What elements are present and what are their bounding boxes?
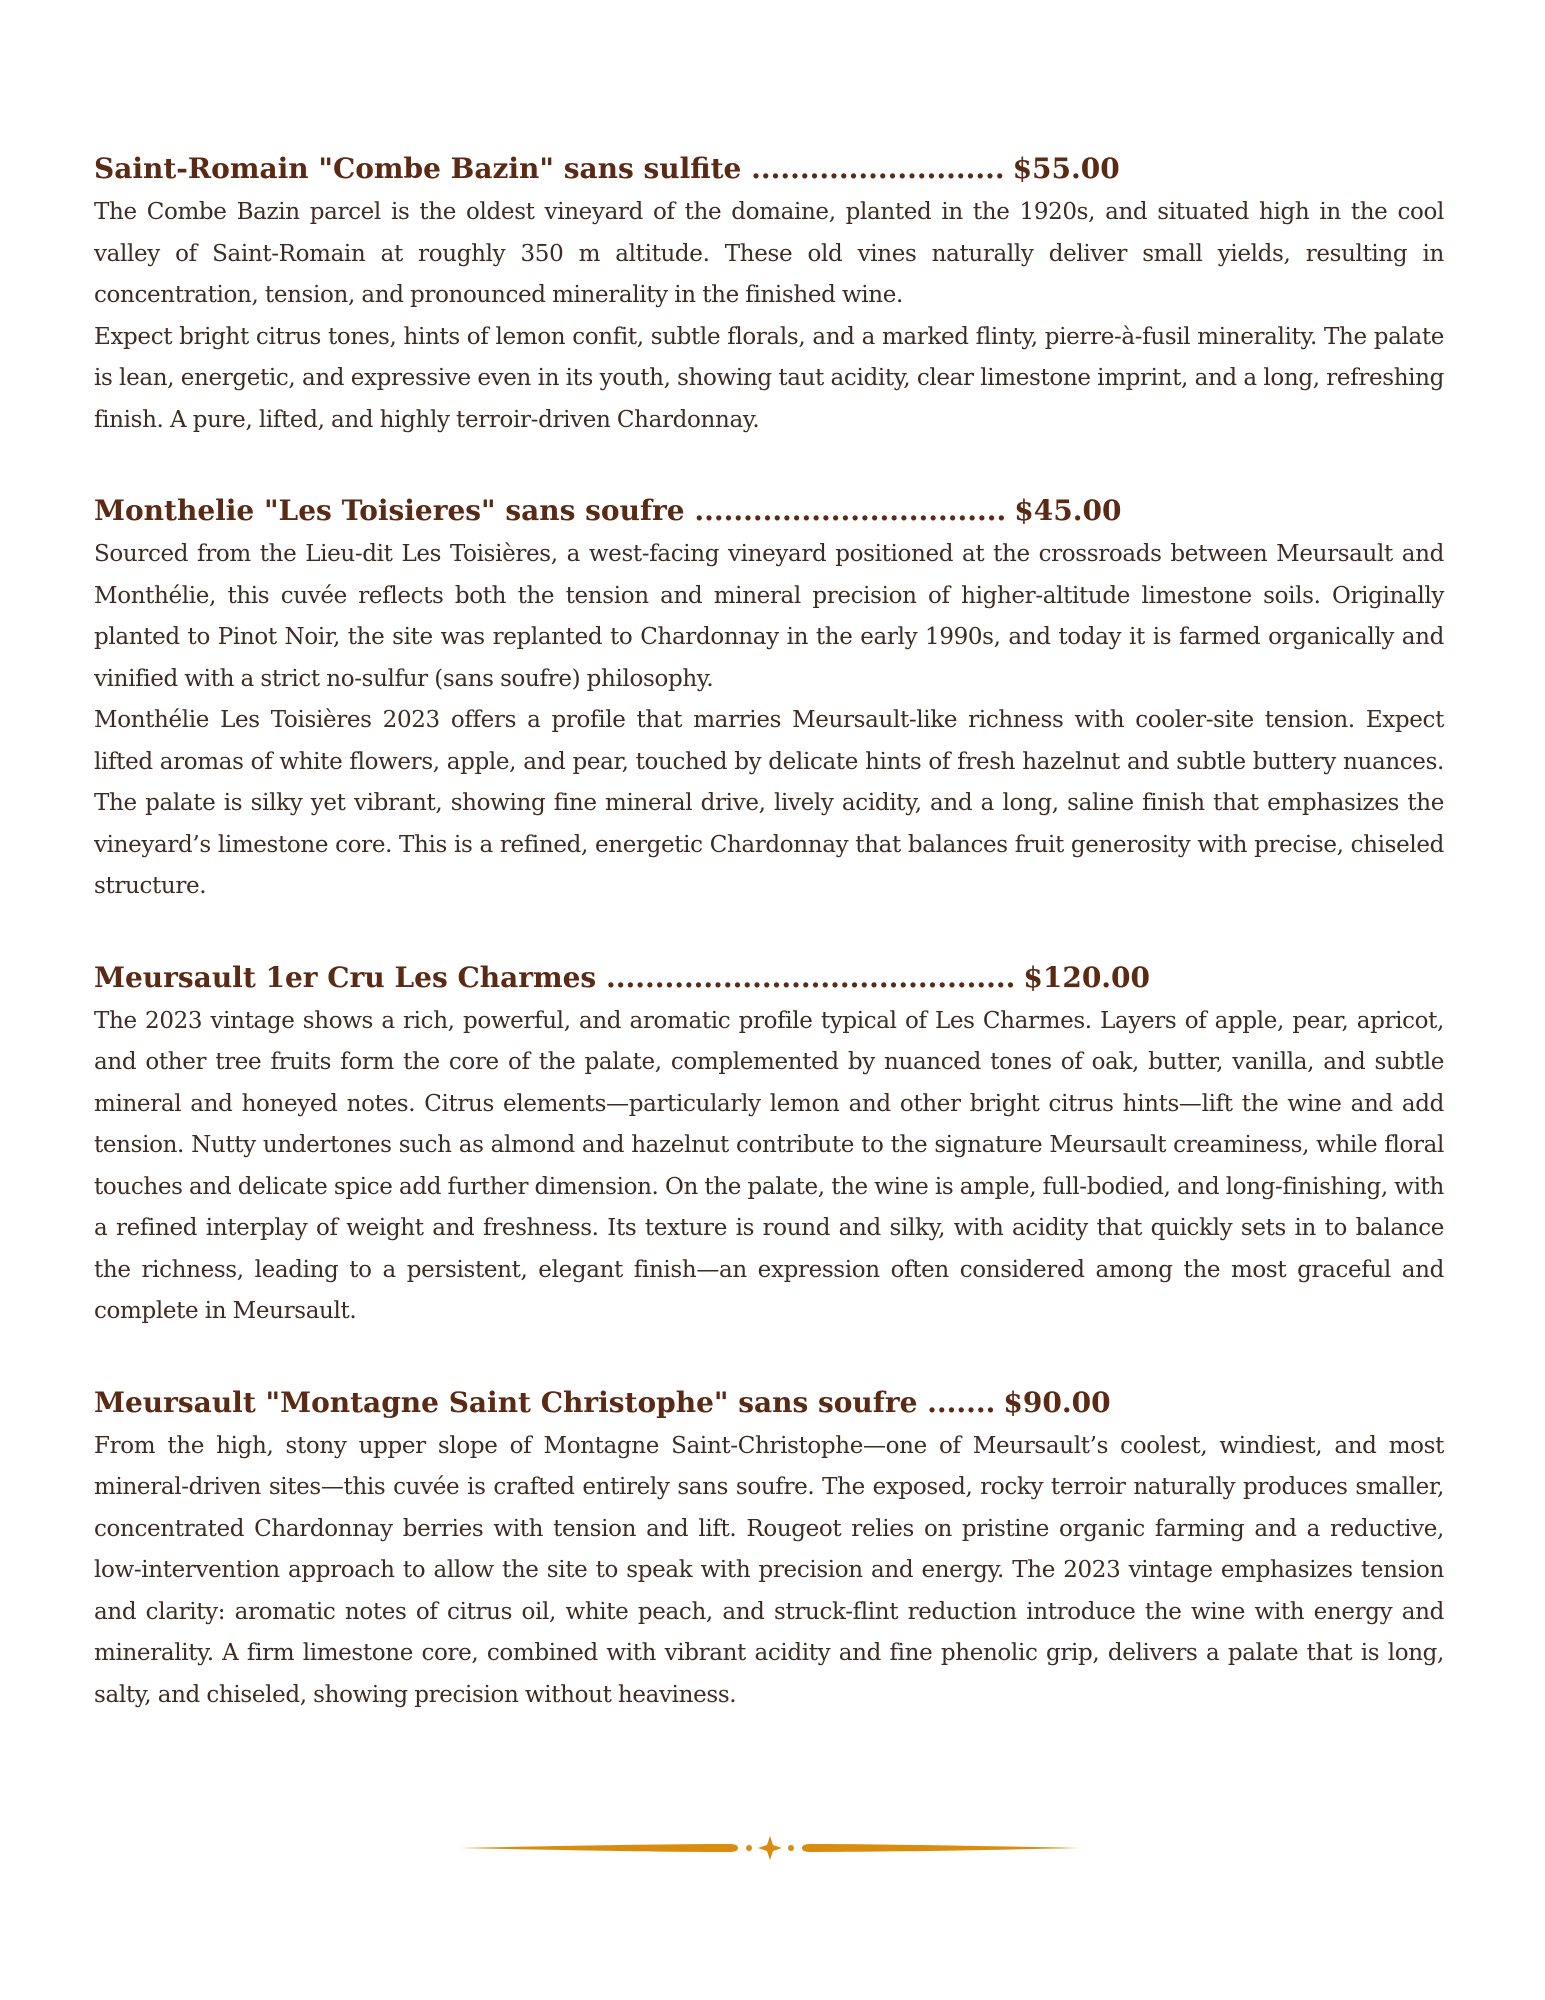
wine-entry-saint-romain — [94, 150, 1444, 441]
ornamental-divider — [460, 1836, 1080, 1860]
divider-right-swash — [802, 1844, 1080, 1852]
divider-star-icon — [758, 1836, 782, 1860]
dot-leader: ................................ — [694, 494, 1007, 527]
wine-price: $90.00 — [1003, 1385, 1111, 1419]
divider-left-swash — [460, 1844, 738, 1852]
dot-leader: ....... — [927, 1385, 996, 1419]
wine-list — [94, 150, 1444, 1767]
wine-tasting-notes: Expect bright citrus tones, hints of lemon confit, subtle florals, and a marked flinty, pierre-à-fusil minerality. The palate is lean, energetic, and expressive even in its youth, showing taut acidity, clear limestone imprint, and a long, refreshing finish. A pure, lifted, and highly terroir-driven Chardonnay. — [94, 323, 1444, 433]
wine-title — [94, 959, 1444, 997]
wine-name: Monthelie "Les Toisieres" sans soufre — [94, 494, 685, 527]
dot-leader: .......................................... — [605, 960, 1016, 994]
wine-title — [94, 150, 1444, 188]
wine-name: Meursault 1er Cru Les Charmes — [94, 960, 597, 994]
wine-price: $120.00 — [1023, 960, 1151, 994]
divider-dot-left — [746, 1845, 752, 1851]
wine-name: Saint-Romain "Combe Bazin" sans sulfite — [94, 152, 742, 185]
wine-tasting-notes: Monthélie Les Toisières 2023 offers a profile that marries Meursault-like richness with cooler-site tension. Expect lifted aromas of white flowers, apple, and pear, touched by delicate hints of fresh hazelnut and subtle buttery nuances. The palate is silky yet vibrant, showing fine mineral drive, lively acidity, and a long, saline finish that emphasizes the vineyard’s limestone core. This is a refined, energetic Chardonnay that balances fruit generosity with precise, chiseled structure. — [94, 707, 1444, 899]
wine-entry-monthelie — [94, 492, 1444, 908]
wine-description: From the high, stony upper slope of Montagne Saint-Christophe—one of Meursault’s coolest, windiest, and most mineral-driven sites—this cuvée is crafted entirely sans soufre. The exposed, rocky terroir naturally produces smaller, concentrated Chardonnay berries with tension and lift. Rougeot relies on pristine organic farming and a reductive, low-intervention approach to allow the site to speak with precision and energy. The 2023 vintage emphasizes tension and clarity: aromatic notes of citrus oil, white peach, and struck-flint reduction introduce the wine with energy and minerality. A firm limestone core, combined with vibrant acidity and fine phenolic grip, delivers a palate that is long, salty, and chiseled, showing precision without heaviness. — [94, 1432, 1444, 1708]
wine-entry-meursault-saint-christophe — [94, 1384, 1444, 1717]
dot-leader: .......................... — [751, 152, 1005, 185]
wine-description: Sourced from the Lieu-dit Les Toisières, a west-facing vineyard positioned at the crossroads between Meursault and Monthélie, this cuvée reflects both the tension and mineral precision of higher-altitude limestone soils. Originally planted to Pinot Noir, the site was replanted to Chardonnay in the early 1990s, and today it is farmed organically and vinified with a strict no-sulfur (sans soufre) philosophy. — [94, 541, 1444, 692]
divider-dot-right — [788, 1845, 794, 1851]
wine-name: Meursault "Montagne Saint Christophe" sans soufre — [94, 1385, 918, 1419]
wine-price: $55.00 — [1012, 152, 1120, 185]
wine-description: The 2023 vintage shows a rich, powerful, and aromatic profile typical of Les Charmes. Layers of apple, pear, apricot, and other tree fruits form the core of the palate, complemented by nuanced tones of oak, butter, vanilla, and subtle mineral and honeyed notes. Citrus elements—particularly lemon and other bright citrus hints—lift the wine and add tension. Nutty undertones such as almond and hazelnut contribute to the signature Meursault creaminess, while floral touches and delicate spice add further dimension. On the palate, the wine is ample, full-bodied, and long-finishing, with a refined interplay of weight and freshness. Its texture is round and silky, with acidity that quickly sets in to balance the richness, leading to a persistent, elegant finish—an expression often considered among the most graceful and complete in Meursault. — [94, 1007, 1444, 1324]
wine-title — [94, 1384, 1444, 1422]
wine-title — [94, 492, 1444, 530]
wine-entry-meursault-charmes — [94, 959, 1444, 1333]
wine-price: $45.00 — [1014, 494, 1122, 527]
wine-description: The Combe Bazin parcel is the oldest vineyard of the domaine, planted in the 1920s, and situated high in the cool valley of Saint-Romain at roughly 350 m altitude. These old vines naturally deliver small yields, resulting in concentration, tension, and pronounced minerality in the finished wine. — [94, 199, 1444, 308]
